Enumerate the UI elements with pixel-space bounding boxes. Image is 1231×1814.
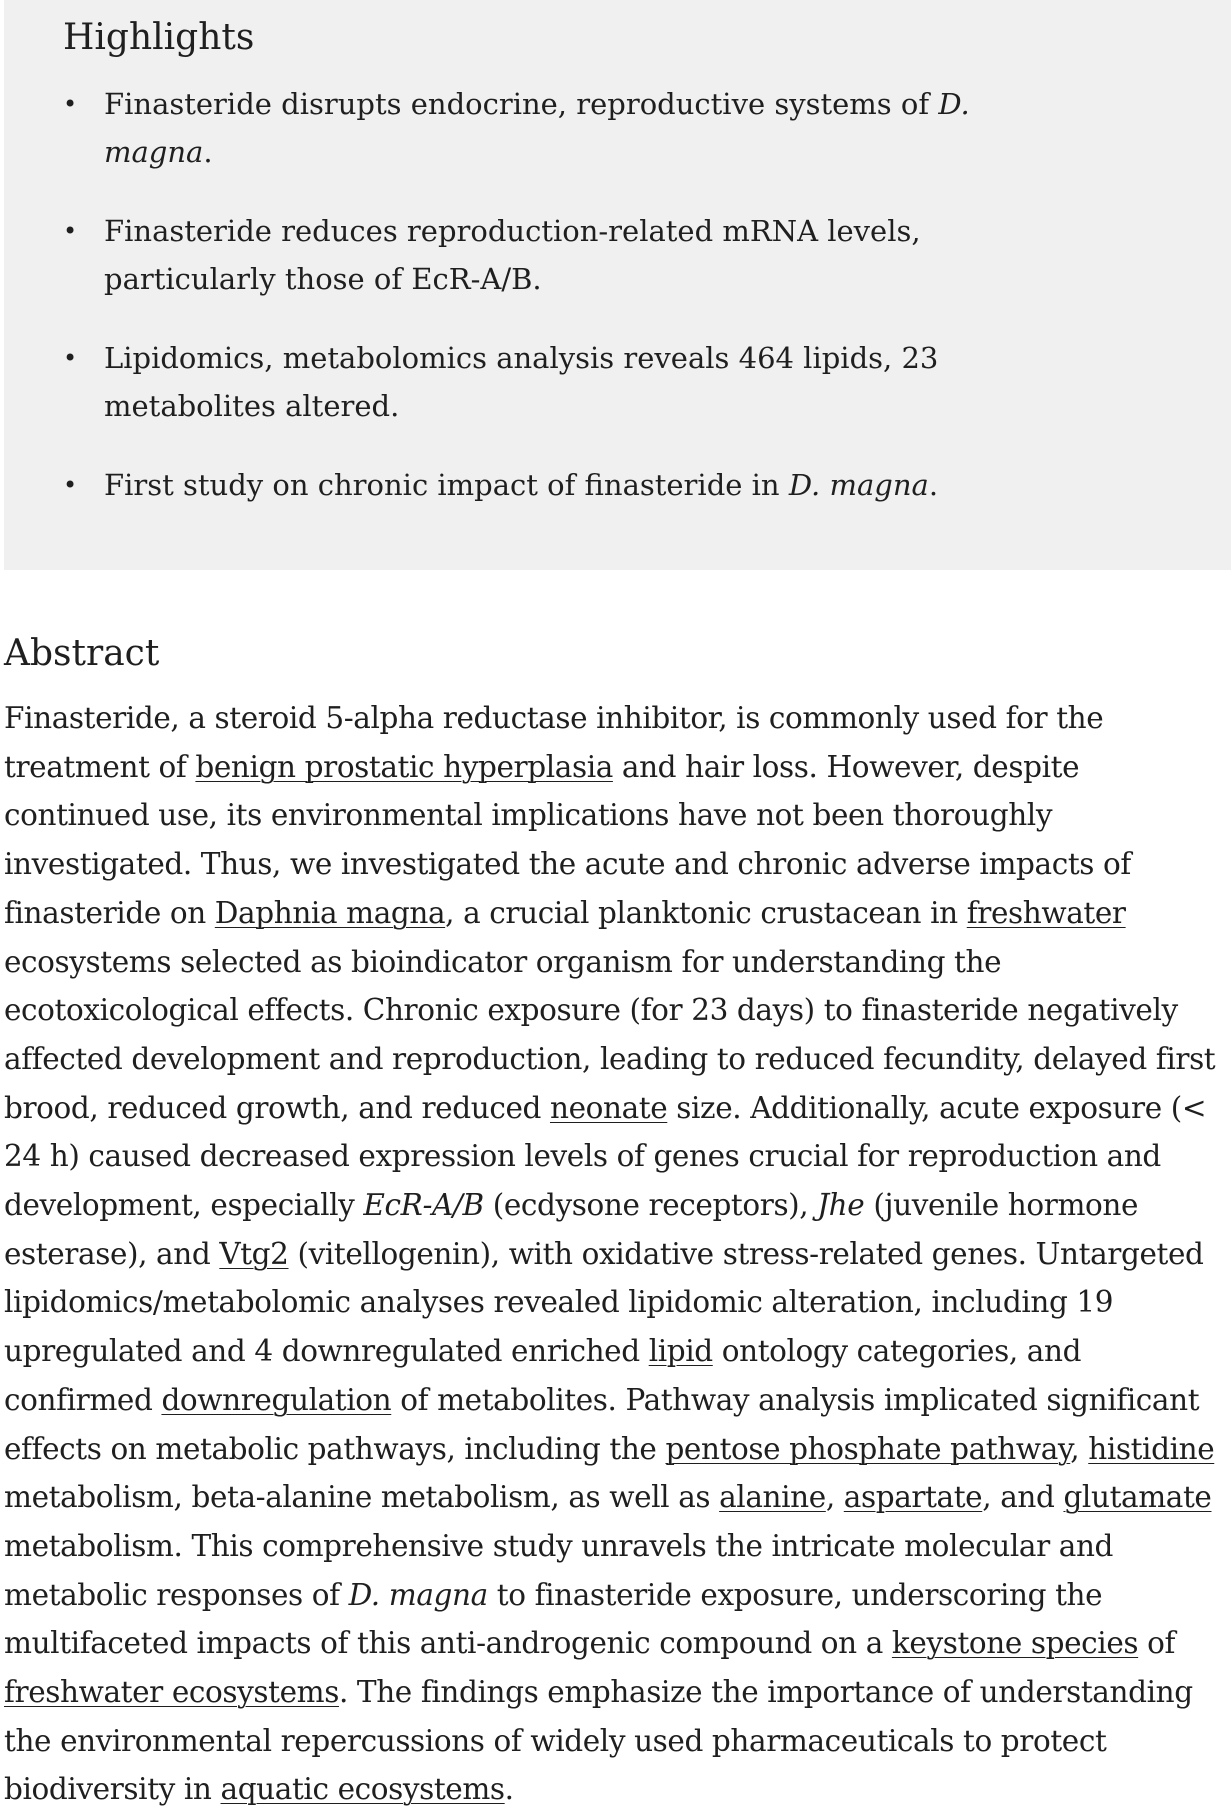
text-run: Finasteride, a steroid 5-alpha reductase inhibitor, is commonly used for the treatment of xyxy=(4,701,1104,784)
bullet-icon: • xyxy=(63,90,78,118)
text-run: (vitellogenin), with oxidative stress-related genes. Untargeted lipidomics/metabolomic analyses revealed lipidomic alteration, including 19 upregulated and 4 downregulated enriched xyxy=(4,1236,1204,1369)
text-run: to finasteride exposure, underscoring the multifaceted impacts of this anti-androgenic compound on a xyxy=(4,1577,1103,1661)
term-link[interactable]: Vtg2 xyxy=(219,1236,289,1271)
term-link[interactable]: alanine xyxy=(719,1480,826,1515)
text-run: , xyxy=(1070,1431,1089,1466)
term-link[interactable]: freshwater ecosystems xyxy=(4,1675,339,1710)
abstract-text xyxy=(4,694,1231,1814)
highlight-item xyxy=(63,334,1043,430)
text-run: of metabolites. Pathway analysis implicated significant effects on metabolic pathways, including the xyxy=(4,1382,1200,1466)
highlight-item xyxy=(63,461,1043,509)
text-run: . xyxy=(203,135,213,169)
text-run: Finasteride reduces reproduction-related mRNA levels, particularly those of EcR-A/B. xyxy=(104,214,921,296)
term-link[interactable]: aquatic ecosystems xyxy=(220,1772,505,1807)
bullet-icon: • xyxy=(63,217,78,245)
text-run: and hair loss. However, despite continued use, its environmental implications have not been thoroughly investigated. Thus, we investigated the acute and chronic adverse impacts of finasteride on xyxy=(4,749,1131,930)
text-run: . The findings emphasize the importance of understanding the environmental repercussions of widely used pharmaceuticals to protect biodiversity in xyxy=(4,1675,1193,1807)
highlight-item xyxy=(63,80,1043,176)
term-link[interactable]: pentose phosphate pathway xyxy=(665,1431,1071,1466)
italic-term: D. magna xyxy=(788,468,929,502)
term-link[interactable]: neonate xyxy=(549,1090,668,1125)
text-run: (juvenile hormone esterase), and xyxy=(4,1188,1139,1271)
text-run: (ecdysone receptors), xyxy=(483,1188,818,1223)
abstract-section xyxy=(4,626,1231,1814)
italic-term: Jhe xyxy=(817,1188,865,1223)
text-run: First study on chronic impact of finasteride in xyxy=(104,468,789,502)
term-link[interactable]: freshwater xyxy=(966,895,1126,930)
term-link[interactable]: glutamate xyxy=(1063,1480,1212,1515)
text-run: Lipidomics, metabolomics analysis reveals 464 lipids, 23 metabolites altered. xyxy=(104,341,939,423)
italic-term: D. magna xyxy=(348,1577,488,1612)
highlight-item xyxy=(63,207,1043,303)
italic-term: D. magna xyxy=(104,87,970,169)
term-link[interactable]: downregulation xyxy=(161,1382,392,1417)
text-run: , a crucial planktonic crustacean in xyxy=(445,895,967,930)
text-run: metabolism. This comprehensive study unravels the intricate molecular and metabolic responses of xyxy=(4,1528,1114,1612)
term-link[interactable]: keystone species xyxy=(891,1626,1139,1661)
text-run: Finasteride disrupts endocrine, reproductive systems of xyxy=(104,87,939,121)
abstract-heading: Abstract xyxy=(4,633,160,674)
bullet-icon: • xyxy=(63,471,78,499)
highlight-text xyxy=(104,468,938,502)
term-link[interactable]: aspartate xyxy=(843,1480,983,1515)
text-run: metabolism, beta-alanine metabolism, as well as xyxy=(4,1480,720,1515)
term-link[interactable]: Daphnia magna xyxy=(214,895,446,930)
text-run: . xyxy=(928,468,939,502)
highlight-text xyxy=(104,341,938,423)
text-run: size. Additionally, acute exposure (< 24 h) caused decreased expression levels of genes crucial for reproduction and development, especially xyxy=(4,1090,1207,1223)
bullet-icon: • xyxy=(63,344,78,372)
text-run: of xyxy=(1138,1626,1175,1661)
highlight-text xyxy=(104,214,921,296)
text-run: , xyxy=(825,1480,844,1515)
italic-term: EcR-A/B xyxy=(363,1188,484,1223)
text-run: . xyxy=(504,1772,514,1807)
text-run: , and xyxy=(982,1480,1064,1515)
text-run: ecosystems selected as bioindicator organism for understanding the ecotoxicological effects. Chronic exposure (for 23 days) to finasteride negatively affected development and reproduction, leading to reduced fecundity, delayed first brood, reduced growth, and reduced xyxy=(4,944,1216,1125)
text-run: ontology categories, and confirmed xyxy=(4,1334,1082,1417)
highlights-list xyxy=(63,80,1043,509)
highlight-text xyxy=(104,87,970,169)
highlights-section xyxy=(4,0,1231,570)
term-link[interactable]: lipid xyxy=(648,1334,713,1369)
term-link[interactable]: benign prostatic hyperplasia xyxy=(195,749,613,784)
term-link[interactable]: histidine xyxy=(1088,1431,1215,1466)
highlights-heading: Highlights xyxy=(63,17,255,58)
